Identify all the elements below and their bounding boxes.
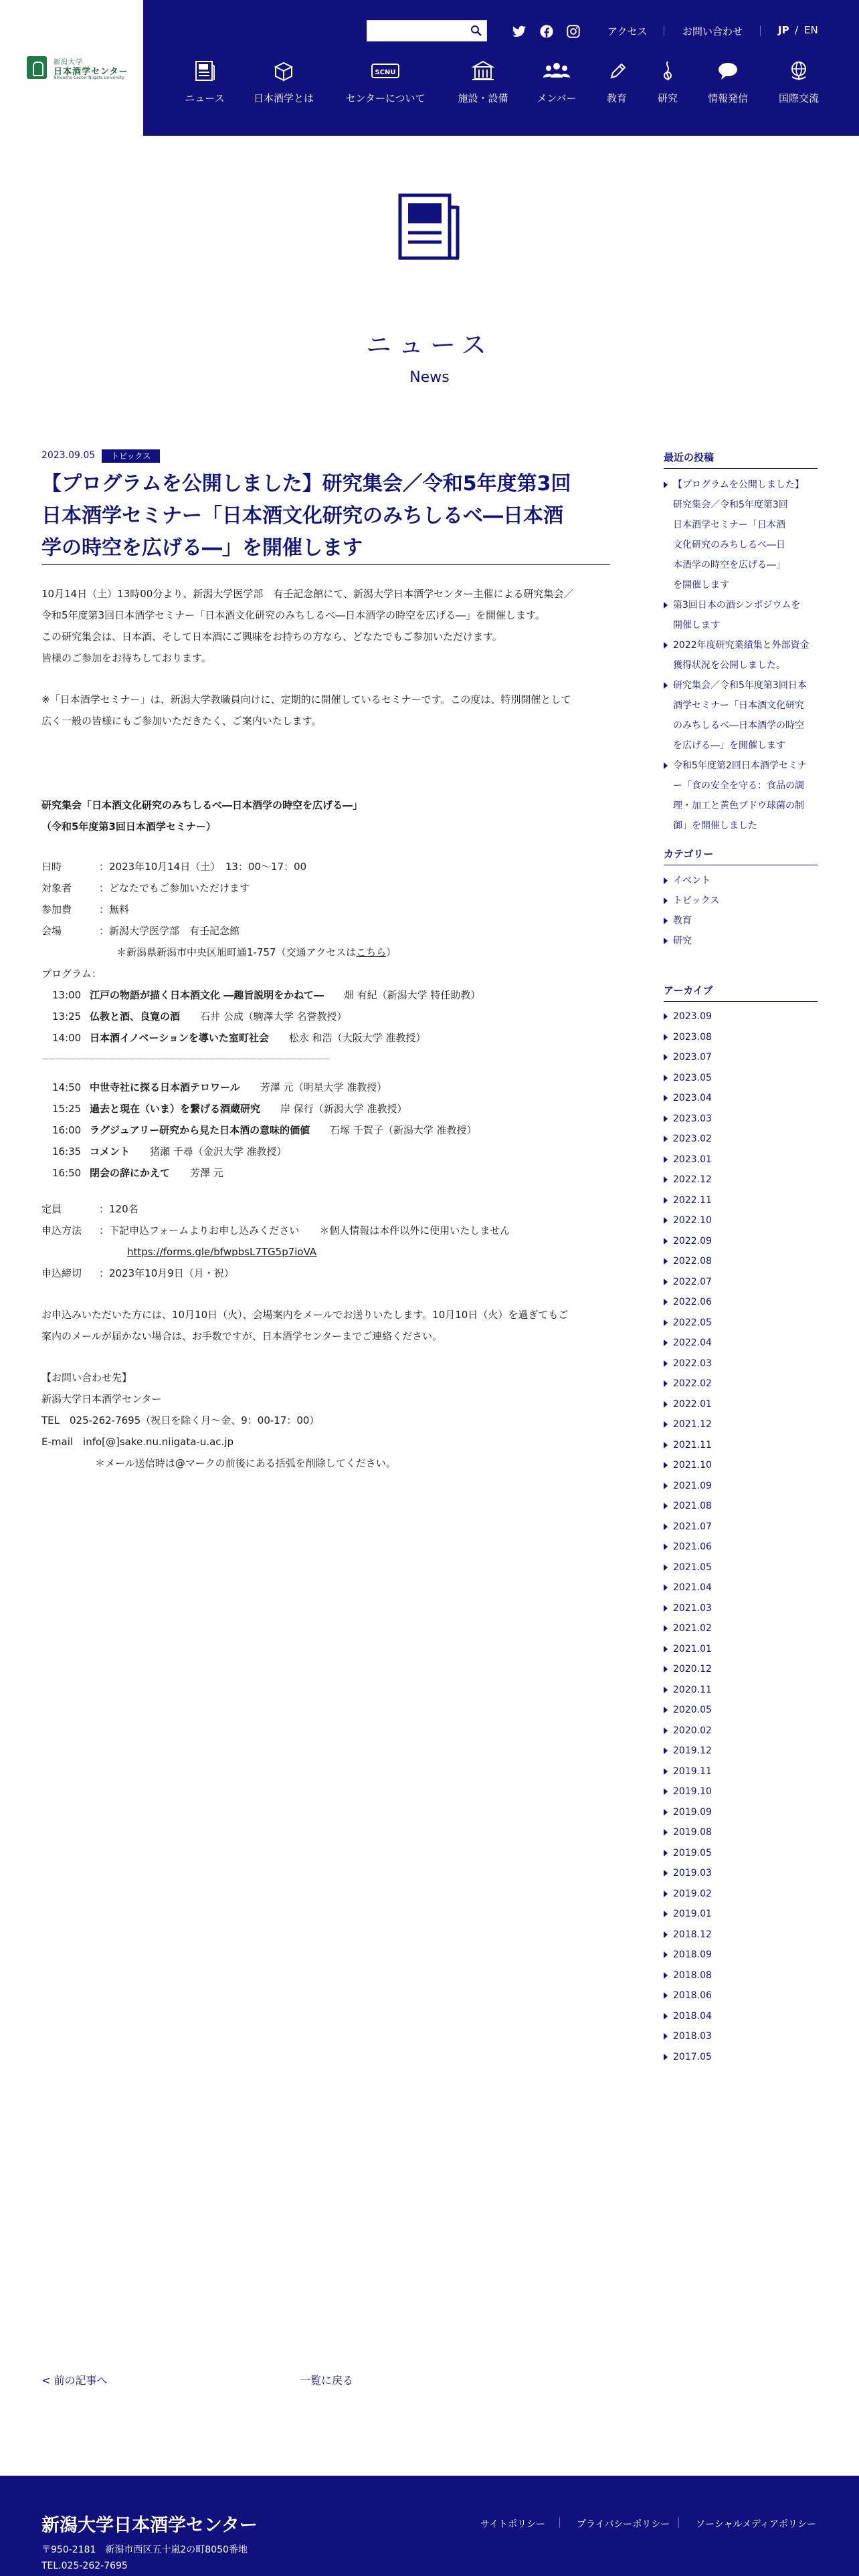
program-title: 仏教と酒、良寛の酒	[90, 1010, 181, 1023]
nav-international-label: 国際交流	[778, 92, 819, 104]
archive-item[interactable]: 2017.05	[664, 2047, 822, 2068]
program-title: コメント	[90, 1146, 130, 1158]
recent-post-line: 開催します	[673, 620, 720, 631]
venue-address-close: ）	[386, 946, 397, 958]
intro-line: 令和5年度第3回日本酒学セミナー「日本酒文化研究のみちしるべ―日本酒学の時空を広げる―」を開催します。	[41, 609, 545, 621]
application-form-link[interactable]: https://forms.gle/bfwpbsL7TG5p7ioVA	[127, 1246, 317, 1258]
archive-item[interactable]: 2021.06	[664, 1537, 822, 1558]
nav-about-center[interactable]	[340, 59, 431, 119]
nav-members-label: メンバー	[537, 92, 577, 104]
archive-item[interactable]: 2020.05	[664, 1700, 822, 1721]
archive-item[interactable]: 2019.02	[664, 1884, 822, 1905]
contact-email: E-mail info[@]sake.nu.niigata-u.ac.jp	[41, 1436, 234, 1448]
search-icon[interactable]	[470, 25, 482, 37]
archive-item[interactable]: 2018.12	[664, 1925, 822, 1945]
detail-label: 日時	[41, 861, 62, 873]
program-time: 13:25	[52, 1010, 82, 1023]
archive-item[interactable]: 2022.10	[664, 1210, 822, 1231]
title-divider	[41, 564, 610, 565]
archive-item[interactable]: 2018.09	[664, 1945, 822, 1965]
program-title: ラグジュアリー研究から見た日本酒の意味的価値	[90, 1124, 310, 1136]
recent-post-line: 第3回日本の酒シンポジウムを	[673, 600, 801, 611]
detail-row-target	[41, 877, 396, 899]
sidebar-category-heading: カテゴリー	[664, 847, 818, 865]
site-policy-link[interactable]: サイトポリシー	[480, 2519, 546, 2530]
program-time: 16:00	[52, 1124, 82, 1136]
program-row	[41, 984, 570, 1006]
page-subtitle: News	[409, 369, 450, 386]
program-speaker: 芳澤 元（明星大学 准教授）	[260, 1081, 387, 1093]
program-title: 中世寺社に探る日本酒テロワール	[90, 1081, 240, 1093]
archive-item[interactable]: 2023.07	[664, 1047, 822, 1068]
recent-post-line: 本酒学の時空を広げる―」	[673, 560, 785, 570]
program-time: 16:50	[52, 1167, 82, 1179]
nav-facilities[interactable]	[452, 59, 514, 119]
archive-item[interactable]: 2021.10	[664, 1455, 822, 1476]
sidebar-archive-list	[664, 1006, 822, 2067]
detail-value: ：120名	[99, 1203, 138, 1215]
facebook-icon[interactable]	[539, 24, 554, 39]
nav-members[interactable]	[531, 59, 582, 119]
back-to-list-link[interactable]: 一覧に戻る	[300, 2374, 354, 2387]
program-row	[41, 1119, 570, 1141]
detail-label: 申込締切	[41, 1267, 82, 1279]
archive-item[interactable]: 2019.10	[664, 1782, 822, 1802]
detail-label: 定員	[41, 1203, 62, 1215]
archive-item[interactable]: 2019.01	[664, 1904, 822, 1925]
archive-item[interactable]: 2021.07	[664, 1517, 822, 1537]
contact-tel: TEL 025-262-7695（祝日を除く月～金、9：00-17：00）	[41, 1414, 320, 1426]
nav-about-nihonshu[interactable]	[249, 59, 318, 119]
archive-item[interactable]: 2021.04	[664, 1578, 822, 1598]
sidebar-category-list	[664, 871, 822, 951]
prev-post-link[interactable]: < 前の記事へ	[41, 2374, 108, 2387]
archive-item[interactable]: 2021.03	[664, 1598, 822, 1619]
archive-item[interactable]: 2021.09	[664, 1476, 822, 1497]
apply-row	[41, 1220, 510, 1241]
access-map-link[interactable]: こちら	[356, 946, 387, 958]
archive-item[interactable]: 2022.05	[664, 1313, 822, 1333]
recent-post-line: 日本酒学セミナー「日本酒	[673, 520, 785, 530]
recent-post-line: 2022年度研究業績集と外部資金	[673, 640, 809, 651]
detail-row-address	[41, 942, 396, 963]
detail-label: 申込方法	[41, 1224, 82, 1237]
application-info	[41, 1198, 510, 1284]
detail-value: ：無料	[99, 903, 130, 916]
nav-education-label: 教育	[606, 92, 627, 104]
post-title-line: 【プログラムを公開しました】研究集会／令和5年度第3回	[41, 472, 571, 496]
archive-item[interactable]: 2022.03	[664, 1354, 822, 1374]
archive-item[interactable]: 2023.09	[664, 1006, 822, 1027]
lang-jp[interactable]: JP	[778, 24, 789, 36]
nav-education[interactable]	[599, 59, 634, 119]
archive-item[interactable]: 2020.02	[664, 1721, 822, 1741]
program-time: 15:25	[52, 1103, 82, 1115]
lang-separator: /	[795, 24, 799, 36]
footer-address: 〒950-2181 新潟市西区五十嵐2の町8050番地	[41, 2545, 248, 2555]
recent-post-item[interactable]	[664, 675, 822, 756]
instagram-icon[interactable]	[566, 24, 581, 39]
svg-text:SCNU: SCNU	[375, 69, 396, 76]
archive-item[interactable]: 2021.02	[664, 1618, 822, 1639]
detail-row-date	[41, 856, 396, 877]
recent-post-item[interactable]	[664, 756, 822, 836]
recent-post-line: を開催します	[673, 580, 729, 591]
program-time: 14:50	[52, 1081, 82, 1093]
archive-item[interactable]: 2018.08	[664, 1965, 822, 1986]
program-label: プログラム：	[41, 968, 102, 980]
intro-line: この研究集会は、日本酒、そして日本酒にご興味をお持ちの方なら、どなたでもご参加いただけます。	[41, 631, 502, 643]
archive-item[interactable]: 2021.01	[664, 1639, 822, 1660]
contact-block	[41, 1367, 396, 1474]
program-gap	[41, 1070, 570, 1077]
intro-line: 皆様のご参加をお待ちしております。	[41, 652, 211, 664]
nav-research-label: 研究	[657, 92, 678, 104]
archive-item[interactable]: 2023.04	[664, 1088, 822, 1109]
detail-value: ：新潟大学医学部 有壬記念館	[99, 925, 240, 937]
detail-value: ：2023年10月14日（土） 13：00～17：00	[99, 861, 307, 873]
event-details	[41, 856, 396, 984]
program-speaker: 畑 有紀（新潟大学 特任助教）	[343, 989, 481, 1001]
sidebar-archive-heading: アーカイブ	[664, 983, 818, 1002]
research-icon	[656, 59, 680, 83]
program-row	[41, 1098, 570, 1119]
logo-university: 新潟大学	[54, 59, 83, 66]
twitter-icon[interactable]	[512, 24, 527, 39]
venue-address: ＊新潟県新潟市中央区旭町通1-757（交通アクセスは	[116, 946, 357, 958]
recent-post-line: のみちしるべ―日本酒学の時空	[673, 720, 804, 731]
nav-research[interactable]	[650, 59, 685, 119]
archive-item[interactable]: 2018.04	[664, 2006, 822, 2027]
members-icon	[542, 59, 571, 83]
recent-post-line: 御」を開催しました	[673, 821, 757, 831]
program-title: 日本酒イノベーションを導いた室町社会	[90, 1032, 269, 1044]
archive-item[interactable]: 2018.03	[664, 2026, 822, 2047]
archive-item[interactable]: 2022.09	[664, 1231, 822, 1252]
recent-post-line: ー「食の安全を守る：食品の調	[673, 780, 804, 791]
detail-label: 会場	[41, 925, 62, 937]
archive-item[interactable]: 2020.11	[664, 1680, 822, 1701]
post-title	[41, 468, 610, 564]
footer-divider	[678, 2517, 679, 2528]
program-row	[41, 1162, 570, 1184]
archive-item[interactable]: 2021.08	[664, 1496, 822, 1517]
page-title: ニュース	[365, 330, 494, 360]
privacy-policy-link[interactable]: プライバシーポリシー	[577, 2519, 670, 2530]
footer-tel: TEL.025-262-7695	[41, 2561, 128, 2571]
sake-box-icon	[272, 59, 296, 83]
venue-notice-line: 案内のメールが届かない場合は、お手数ですが、日本酒学センターまでご連絡ください。	[41, 1330, 443, 1342]
social-media-policy-link[interactable]: ソーシャルメディアポリシー	[696, 2519, 816, 2530]
note-line: 広く一般の皆様にもご参加いただきたく、ご案内いたします。	[41, 715, 322, 727]
program-title: 閉会の辞にかえて	[90, 1167, 171, 1179]
archive-item[interactable]: 2019.03	[664, 1863, 822, 1884]
program-title: 過去と現在（いま）を繋げる酒蔵研究	[90, 1103, 261, 1115]
event-title-line: 研究集会「日本酒文化研究のみちしるべ―日本酒学の時空を広げる―」	[41, 799, 363, 811]
archive-item[interactable]: 2019.08	[664, 1822, 822, 1843]
nav-news-label: ニュース	[185, 92, 225, 104]
sidebar-recent-heading: 最近の投稿	[664, 450, 818, 469]
logo-mark-icon	[27, 56, 47, 79]
post-date: 2023.09.05	[41, 450, 96, 461]
contact-email-note: ＊メール送信時は@マークの前後にある括弧を削除してください。	[95, 1457, 396, 1469]
note-paragraph	[41, 689, 571, 732]
post-category-badge[interactable]: トピックス	[102, 449, 160, 463]
intro-line: 10月14日（土）13時00分より、新潟大学医学部 有壬記念館にて、新潟大学日本酒学センター主催による研究集会／	[41, 588, 574, 600]
program-speaker: 猪瀬 千尋（金沢大学 准教授）	[150, 1146, 287, 1158]
archive-item[interactable]: 2020.12	[664, 1659, 822, 1680]
note-line: ※「日本酒学セミナー」は、新潟大学教職員向けに、定期的に開催しているセミナーです。この度は、特別開催として	[41, 693, 571, 706]
nav-about-nihonshu-label: 日本酒学とは	[253, 92, 314, 104]
archive-item[interactable]: 2021.05	[664, 1558, 822, 1578]
detail-label: 参加費	[41, 903, 72, 916]
category-item[interactable]: イベント	[664, 871, 822, 891]
category-item[interactable]: トピックス	[664, 891, 822, 911]
program-time: 16:35	[52, 1146, 82, 1158]
access-link[interactable]: アクセス	[607, 25, 648, 37]
intro-paragraph	[41, 583, 573, 669]
contact-heading: 【お問い合わせ先】	[41, 1372, 132, 1384]
recent-post-line: 理・加工と黄色ブドウ球菌の制	[673, 800, 804, 811]
footer-divider	[559, 2517, 560, 2528]
search-input[interactable]	[367, 21, 466, 41]
contact-link[interactable]: お問い合わせ	[682, 25, 743, 37]
detail-value: ：下記申込フォームよりお申し込みください ＊個人情報は本件以外に使用いたしません	[99, 1224, 510, 1237]
search-box	[367, 20, 487, 41]
archive-item[interactable]: 2019.05	[664, 1843, 822, 1864]
logo-center-name: 日本酒学センター	[54, 67, 128, 77]
detail-label: 対象者	[41, 882, 72, 894]
recent-post-line: を広げる―」を開催します	[673, 740, 785, 751]
archive-item[interactable]: 2022.07	[664, 1272, 822, 1293]
news-icon	[193, 59, 217, 83]
program-title: 江戸の物語が描く日本酒文化 ―趣旨説明をかねて―	[90, 989, 324, 1001]
detail-value: ：どなたでもご参加いただけます	[99, 882, 250, 894]
recent-post-line: 【プログラムを公開しました】	[673, 479, 804, 490]
archive-item[interactable]: 2023.01	[664, 1150, 822, 1170]
footer-org-name: 新潟大学日本酒学センター	[41, 2515, 258, 2536]
deadline-row	[41, 1263, 510, 1284]
archive-item[interactable]: 2021.12	[664, 1414, 822, 1435]
recent-post-line: 獲得状況を公開しました。	[673, 660, 785, 671]
archive-item[interactable]: 2022.12	[664, 1170, 822, 1190]
program-divider: －－－－－－－－－－－－－－－－－－－－－－－－－－－－－－－－－－－－－－－－－－－	[41, 1055, 330, 1064]
event-title	[41, 794, 363, 837]
program-row	[41, 1077, 570, 1098]
recent-post-item[interactable]	[664, 475, 822, 595]
recent-post-line: 令和5年度第2回日本酒学セミナ	[673, 760, 807, 771]
pencil-icon	[605, 59, 629, 83]
archive-item[interactable]: 2022.04	[664, 1333, 822, 1354]
post-title-line: 日本酒学セミナー「日本酒文化研究のみちしるべ―日本酒	[41, 504, 563, 528]
archive-item[interactable]: 2018.06	[664, 1985, 822, 2006]
category-item[interactable]: 研究	[664, 931, 822, 951]
venue-notice-line: お申込みいただいた方には、10月10日（火）、会場案内をメールでお送りいたします。10月10日（火）を過ぎてもご	[41, 1309, 569, 1321]
sidebar-recent-list	[664, 475, 822, 836]
program-speaker: 芳澤 元	[190, 1167, 223, 1179]
venue-notice	[41, 1304, 568, 1347]
recent-post-item[interactable]	[664, 595, 822, 635]
speech-bubble-icon	[716, 59, 740, 83]
recent-post-line: 研究集会／令和5年度第3回	[673, 500, 788, 510]
archive-item[interactable]: 2021.11	[664, 1435, 822, 1456]
archive-item[interactable]: 2023.05	[664, 1068, 822, 1089]
program-row	[41, 1006, 570, 1027]
archive-item[interactable]: 2019.11	[664, 1761, 822, 1782]
recent-post-line: 文化研究のみちしるべ―日	[673, 540, 785, 550]
archive-item[interactable]: 2019.12	[664, 1741, 822, 1761]
archive-item[interactable]: 2023.02	[664, 1129, 822, 1150]
nav-about-center-label: センターについて	[345, 92, 425, 104]
capacity-row	[41, 1198, 510, 1220]
program-speaker: 松永 和浩（大阪大学 准教授）	[288, 1032, 426, 1044]
archive-item[interactable]: 2022.08	[664, 1251, 822, 1272]
archive-item[interactable]: 2023.08	[664, 1027, 822, 1048]
event-title-line: （令和5年度第3回日本酒学セミナー）	[41, 821, 216, 833]
program-row	[41, 1141, 570, 1162]
nav-facilities-label: 施設・設備	[458, 92, 508, 104]
category-item[interactable]: 教育	[664, 911, 822, 931]
program-speaker: 石塚 千賀子（新潟大学 准教授）	[330, 1124, 477, 1136]
building-icon	[471, 59, 495, 83]
globe-icon	[787, 59, 811, 83]
recent-post-line: 酒学セミナー「日本酒文化研究	[673, 700, 804, 711]
site-header	[0, 0, 859, 136]
program-row	[41, 1027, 570, 1049]
contact-name: 新潟大学日本酒学センター	[41, 1393, 162, 1405]
program-speaker: 石井 公成（駒澤大学 名誉教授）	[200, 1010, 347, 1023]
detail-row-venue	[41, 920, 396, 942]
util-divider	[760, 25, 761, 36]
archive-item[interactable]: 2023.03	[664, 1109, 822, 1130]
detail-value: ：2023年10月9日（月・祝）	[99, 1267, 234, 1279]
archive-item[interactable]: 2019.09	[664, 1802, 822, 1823]
archive-item[interactable]: 2022.02	[664, 1374, 822, 1394]
archive-item[interactable]: 2022.06	[664, 1292, 822, 1313]
program-time: 14:00	[52, 1032, 82, 1044]
apply-url-row	[41, 1241, 510, 1263]
recent-post-line: 研究集会／令和5年度第3回日本	[673, 680, 807, 691]
newspaper-icon	[397, 193, 462, 262]
detail-row-fee	[41, 899, 396, 920]
program-list	[41, 984, 570, 1184]
post-title-line: 学の時空を広げる―」を開催します	[41, 536, 363, 560]
nav-international[interactable]	[772, 59, 826, 119]
program-speaker: 岸 保行（新潟大学 准教授）	[280, 1103, 407, 1115]
archive-item[interactable]: 2022.01	[664, 1394, 822, 1415]
archive-item[interactable]: 2022.11	[664, 1190, 822, 1211]
nav-info-label: 情報発信	[707, 92, 748, 104]
nav-news[interactable]	[178, 59, 231, 119]
lang-en[interactable]: EN	[804, 24, 818, 36]
recent-post-item[interactable]	[664, 635, 822, 675]
site-logo[interactable]	[0, 0, 143, 136]
site-footer	[0, 2476, 859, 2576]
program-time: 13:00	[52, 989, 82, 1001]
scnu-badge-icon	[371, 59, 400, 83]
logo-english: Nihonshu Center Niigata University	[54, 76, 124, 80]
nav-info[interactable]	[701, 59, 755, 119]
